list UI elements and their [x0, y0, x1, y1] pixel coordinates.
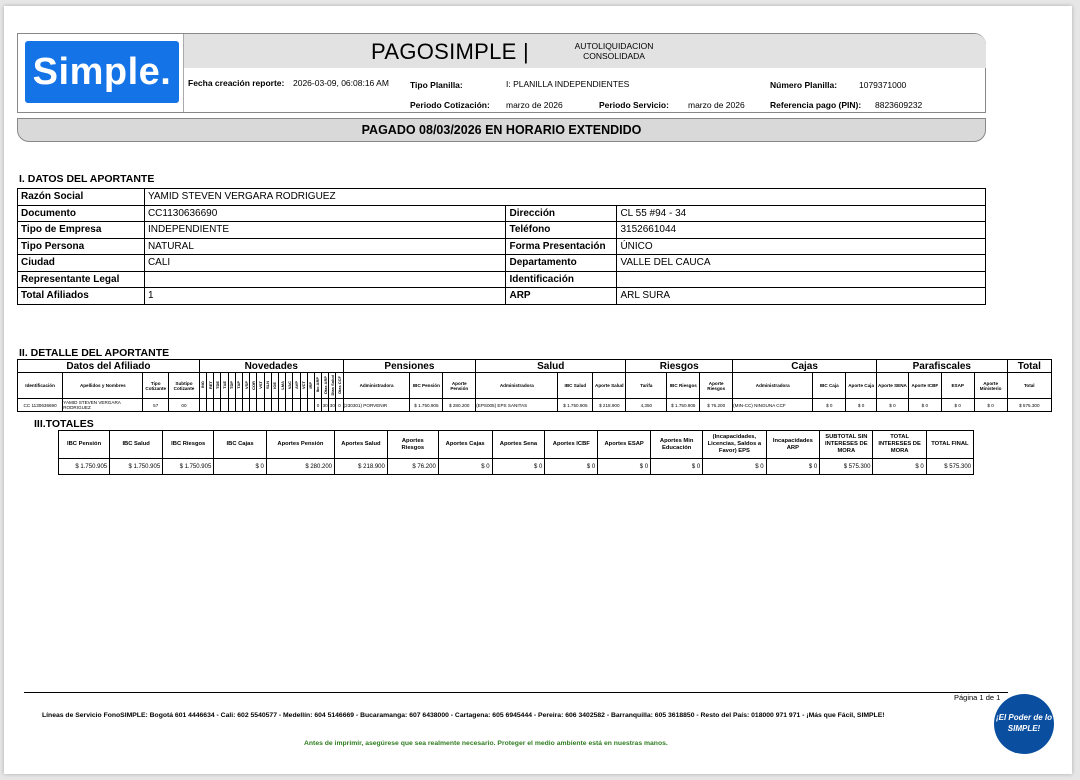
novedad-label: VAC: [286, 380, 292, 390]
col-ministerio: Aporte Ministerio: [974, 373, 1007, 399]
razon-social-label: Razón Social: [18, 189, 145, 206]
row-ministerio: $ 0: [974, 399, 1007, 412]
totales-value-cell: $ 0: [492, 459, 545, 475]
row-novedad: [221, 399, 228, 412]
row-pen-admin: (230301) PORVENIR: [343, 399, 410, 412]
group-pensiones: Pensiones: [343, 360, 476, 373]
novedad-label: TDE: [214, 381, 220, 389]
group-afiliado: Datos del Afiliado: [18, 360, 200, 373]
totales-value-cell: $ 0: [873, 459, 926, 475]
table-row: [18, 238, 986, 255]
telefono-value: 3152661044: [617, 222, 986, 239]
row-novedad: [250, 399, 257, 412]
group-cajas: Cajas: [733, 360, 877, 373]
row-novedad: 30: [329, 399, 336, 412]
identificacion-value: [617, 271, 986, 288]
col-novedad: [221, 373, 228, 399]
totales-values-row: [59, 459, 974, 475]
referencia-pago-label: Referencia pago (PIN):: [770, 100, 862, 110]
col-novedad: [293, 373, 300, 399]
row-subtipo: 00: [169, 399, 200, 412]
totales-header-cell: Aportes ESAP: [598, 431, 651, 459]
col-novedad: [207, 373, 214, 399]
col-novedad: [278, 373, 285, 399]
col-sal-aporte: Aporte Salud: [593, 373, 626, 399]
direccion-value: CL 55 #94 - 34: [617, 205, 986, 222]
novedad-label: VST: [257, 381, 263, 389]
totales-header-cell: IBC Riesgos: [163, 431, 214, 459]
row-sal-admin: (EPS005) EPS SANITAS: [476, 399, 558, 412]
totales-value-cell: $ 575.300: [926, 459, 973, 475]
row-novedad: [235, 399, 242, 412]
report-header: [17, 33, 986, 113]
totales-value-cell: $ 0: [651, 459, 703, 475]
col-ries-aporte: Aporte Riesgos: [700, 373, 733, 399]
totales-value-cell: $ 1.750.905: [110, 459, 163, 475]
col-caj-aporte: Aporte Caja: [846, 373, 877, 399]
forma-presentacion-label: Forma Presentación: [506, 238, 617, 255]
totales-value-cell: $ 76.200: [387, 459, 438, 475]
totales-value-cell: $ 1.750.905: [59, 459, 110, 475]
row-icbf: $ 0: [908, 399, 941, 412]
totales-value-cell: $ 0: [598, 459, 651, 475]
row-ries-aporte: $ 76.200: [700, 399, 733, 412]
row-nombre: YAMID STEVEN VERGARA RODRIGUEZ: [63, 399, 143, 412]
periodo-cotizacion-value: marzo de 2026: [506, 100, 563, 110]
col-sena: Aporte SENA: [877, 373, 909, 399]
col-novedad: [300, 373, 307, 399]
totales-header-cell: TOTAL INTERESES DE MORA: [873, 431, 926, 459]
table-row: [18, 222, 986, 239]
totales-value-cell: $ 280.200: [266, 459, 334, 475]
col-novedad: [336, 373, 343, 399]
totales-header-cell: IBC Salud: [110, 431, 163, 459]
row-tipo: 57: [143, 399, 169, 412]
departamento-value: VALLE DEL CAUCA: [617, 255, 986, 272]
identificacion-label: Identificación: [506, 271, 617, 288]
totales-header-cell: (Incapacidades, Licencias, Saldos a Favor) EPS: [703, 431, 766, 459]
totales-header-row: [59, 431, 974, 459]
row-caj-aporte: $ 0: [846, 399, 877, 412]
novedad-label: TAP: [236, 381, 242, 389]
col-sal-admin: Administradora: [476, 373, 558, 399]
col-novedad: [235, 373, 242, 399]
total-afiliados-label: Total Afiliados: [18, 288, 145, 305]
payment-status-banner: PAGADO 08/03/2026 EN HORARIO EXTENDIDO: [17, 118, 986, 142]
col-pen-aporte: Aporte Pensión: [443, 373, 476, 399]
row-ries-tarifa: 4,350: [626, 399, 667, 412]
totales-header-cell: Aportes Salud: [335, 431, 388, 459]
row-novedad: 0: [314, 399, 321, 412]
periodo-servicio-label: Periodo Servicio:: [599, 100, 669, 110]
col-apellidos: Apellidos y Nombres: [63, 373, 143, 399]
col-novedad: [314, 373, 321, 399]
arp-label: ARP: [506, 288, 617, 305]
col-caj-ibc: IBC Caja: [813, 373, 846, 399]
col-identificacion: Identificación: [18, 373, 63, 399]
novedad-label: SLN: [265, 381, 271, 389]
col-novedad: [329, 373, 336, 399]
numero-planilla-value: 1079371000: [859, 80, 907, 90]
col-subtipo: Subtipo Cotizante: [169, 373, 200, 399]
row-caj-ibc: $ 0: [813, 399, 846, 412]
novedad-label: LMA: [279, 380, 285, 390]
col-novedad: [307, 373, 314, 399]
row-novedad: 0: [336, 399, 343, 412]
totales-value-cell: $ 218.900: [335, 459, 388, 475]
novedad-label: Dias CCF: [337, 376, 343, 394]
totales-header-cell: Aportes Cajas: [438, 431, 492, 459]
tipo-empresa-label: Tipo de Empresa: [18, 222, 145, 239]
col-novedad: [228, 373, 235, 399]
tipo-planilla-label: Tipo Planilla:: [410, 80, 463, 90]
telefono-label: Teléfono: [506, 222, 617, 239]
col-ries-tarifa: Tarifa: [626, 373, 667, 399]
tipo-planilla-value: I: PLANILLA INDEPENDIENTES: [506, 79, 630, 89]
totales-value-cell: $ 0: [214, 459, 267, 475]
col-ries-ibc: IBC Riesgos: [667, 373, 700, 399]
row-novedad: [278, 399, 285, 412]
brand-subtitle-line1: AUTOLIQUIDACION: [574, 41, 654, 51]
novedad-label: RET: [207, 381, 213, 389]
total-afiliados-value: 1: [144, 288, 506, 305]
header-band: [184, 34, 986, 68]
totales-value-cell: $ 575.300: [820, 459, 873, 475]
table-row: [18, 271, 986, 288]
tipo-persona-label: Tipo Persona: [18, 238, 145, 255]
novedad-label: TAE: [222, 381, 228, 389]
eco-notice: Antes de imprimir, asegúrese que sea realmente necesario. Proteger el medio ambiente está en nuestras manos.: [304, 740, 668, 747]
row-pen-ibc: $ 1.750.905: [410, 399, 443, 412]
tipo-empresa-value: INDEPENDIENTE: [144, 222, 506, 239]
table-row: [18, 205, 986, 222]
col-novedad: [257, 373, 264, 399]
group-novedades: Novedades: [199, 360, 343, 373]
col-novedad: [199, 373, 206, 399]
row-ries-ibc: $ 1.750.905: [667, 399, 700, 412]
documento-value: CC1130636690: [144, 205, 506, 222]
sub-header-row: [18, 373, 1052, 399]
periodo-servicio-value: marzo de 2026: [688, 100, 745, 110]
section-totales-title: III.TOTALES: [34, 418, 94, 430]
group-total: Total: [1007, 360, 1051, 373]
row-novedad: 30: [322, 399, 329, 412]
novedad-label: Dias Salud: [329, 374, 335, 396]
document-page: [4, 6, 1072, 774]
brand-title: PAGOSIMPLE |: [371, 39, 530, 64]
totales-header-cell: Aportes Sena: [492, 431, 545, 459]
novedad-label: Ibc ARP: [315, 377, 321, 393]
fecha-reporte: Fecha creación reporte:: [188, 78, 285, 88]
tipo-persona-value: NATURAL: [144, 238, 506, 255]
arp-value: ARL SURA: [617, 288, 986, 305]
novedad-label: IGE: [272, 381, 278, 389]
simple-power-badge: ¡El Poder de lo SIMPLE!: [994, 694, 1054, 754]
row-novedad: [214, 399, 221, 412]
row-sena: $ 0: [877, 399, 909, 412]
detalle-table: [17, 359, 1052, 412]
col-esap: ESAP: [941, 373, 974, 399]
novedad-label: AVP: [293, 381, 299, 389]
brand-subtitle: [564, 41, 664, 61]
col-novedad: [243, 373, 250, 399]
logo-area: [18, 34, 184, 112]
col-novedad: [286, 373, 293, 399]
col-sal-ibc: IBC Salud: [558, 373, 593, 399]
row-novedad: [293, 399, 300, 412]
row-novedad: [199, 399, 206, 412]
table-row: [18, 255, 986, 272]
group-salud: Salud: [476, 360, 626, 373]
totales-header-cell: IBC Pensión: [59, 431, 110, 459]
novedad-label: ING: [200, 381, 206, 389]
ciudad-value: CALI: [144, 255, 506, 272]
col-novedad: [250, 373, 257, 399]
totales-value-cell: $ 0: [545, 459, 598, 475]
col-novedad: [264, 373, 271, 399]
col-tipo: Tipo Cotizante: [143, 373, 169, 399]
section-aportante-title: I. DATOS DEL APORTANTE: [19, 173, 155, 185]
row-novedad: [286, 399, 293, 412]
group-header-row: [18, 360, 1052, 373]
group-parafiscales: Parafiscales: [877, 360, 1008, 373]
col-novedad: [214, 373, 221, 399]
row-novedad: [228, 399, 235, 412]
totales-table: [58, 430, 974, 475]
representante-label: Representante Legal: [18, 271, 145, 288]
col-pen-admin: Administradora: [343, 373, 410, 399]
totales-header-cell: TOTAL FINAL: [926, 431, 973, 459]
totales-header-cell: SUBTOTAL SIN INTERESES DE MORA: [820, 431, 873, 459]
documento-label: Documento: [18, 205, 145, 222]
simple-logo: Simple.: [25, 41, 179, 103]
row-novedad: [307, 399, 314, 412]
table-row: [18, 189, 986, 206]
departamento-label: Departamento: [506, 255, 617, 272]
fecha-reporte-value: 2026-03-09, 06:08:16 AM: [293, 78, 389, 88]
row-novedad: [264, 399, 271, 412]
referencia-pago-value: 8823609232: [875, 100, 923, 110]
numero-planilla-label: Número Planilla:: [770, 80, 838, 90]
row-novedad: [243, 399, 250, 412]
novedad-label: VCT: [301, 381, 307, 389]
ciudad-label: Ciudad: [18, 255, 145, 272]
brand-subtitle-line2: CONSOLIDADA: [583, 51, 645, 61]
novedad-label: IRP: [308, 381, 314, 389]
col-caj-admin: Administradora: [733, 373, 813, 399]
row-sal-ibc: $ 1.750.905: [558, 399, 593, 412]
row-novedad: [207, 399, 214, 412]
col-novedad: [271, 373, 278, 399]
page-number: Página 1 de 1: [954, 693, 1001, 702]
direccion-label: Dirección: [506, 205, 617, 222]
totales-value-cell: $ 1.750.905: [163, 459, 214, 475]
row-caj-admin: (MIN-CC) NINGUNA CCF: [733, 399, 813, 412]
periodo-cotizacion-label: Periodo Cotización:: [410, 100, 490, 110]
totales-value-cell: $ 0: [766, 459, 820, 475]
row-esap: $ 0: [941, 399, 974, 412]
totales-header-cell: Aportes Pensión: [266, 431, 334, 459]
forma-presentacion-value: ÚNICO: [617, 238, 986, 255]
row-novedad: [271, 399, 278, 412]
row-novedad: [300, 399, 307, 412]
col-icbf: Aporte ICBF: [908, 373, 941, 399]
totales-header-cell: Incapacidades ARP: [766, 431, 820, 459]
totales-header-cell: Aportes Min Educación: [651, 431, 703, 459]
row-novedad: [257, 399, 264, 412]
footer-divider: [24, 692, 1008, 693]
novedad-label: COR: [250, 380, 256, 390]
razon-social-value: YAMID STEVEN VERGARA RODRIGUEZ: [144, 189, 985, 206]
group-riesgos: Riesgos: [626, 360, 733, 373]
col-novedad: [322, 373, 329, 399]
row-total: $ 575.300: [1007, 399, 1051, 412]
aportante-table: [17, 188, 986, 305]
row-pen-aporte: $ 280.200: [443, 399, 476, 412]
novedad-label: Dias ARP: [322, 376, 328, 394]
row-identificacion: CC 1130636690: [18, 399, 63, 412]
novedad-label: VSP: [243, 380, 249, 389]
totales-header-cell: IBC Cajas: [214, 431, 267, 459]
col-total: Total: [1007, 373, 1051, 399]
totales-header-cell: Aportes ICBF: [545, 431, 598, 459]
novedad-label: TDP: [229, 381, 235, 389]
representante-value: [144, 271, 506, 288]
totales-value-cell: $ 0: [703, 459, 766, 475]
row-sal-aporte: $ 218.900: [593, 399, 626, 412]
section-detalle-title: II. DETALLE DEL APORTANTE: [19, 347, 170, 359]
table-row: [18, 288, 986, 305]
totales-value-cell: $ 0: [438, 459, 492, 475]
service-lines: Líneas de Servicio FonoSIMPLE: Bogotá 601 4446634 - Cali: 602 5540577 - Medellín: 604 5146669 - Bucaramanga: 607 6438000 - Cartagena: 605 6945444 - Pereira: 606 3402582 - Barranquilla: 605 3618850 - Resto del País: 018000 971 971 - ¡Más que Fácil, SIMPLE!: [42, 712, 885, 719]
table-row: [18, 399, 1052, 412]
totales-header-cell: Aportes Riesgos: [387, 431, 438, 459]
col-pen-ibc: IBC Pensión: [410, 373, 443, 399]
